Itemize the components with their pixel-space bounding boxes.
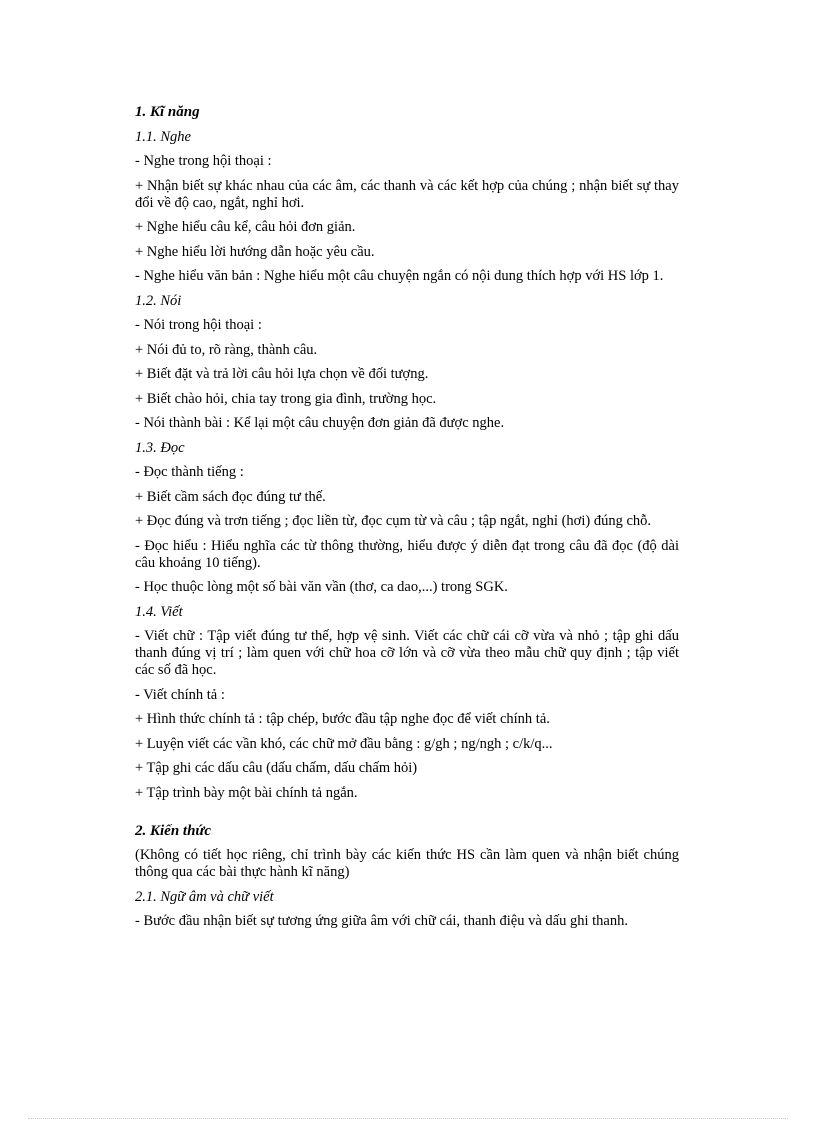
paragraph: - Viết chữ : Tập viết đúng tư thế, hợp vệ sinh. Viết các chữ cái cỡ vừa và nhỏ ; tập ghi dấu thanh đúng vị trí ; làm quen với chữ hoa cỡ lớn và cỡ vừa theo mẫu chữ quy định ; tập viết các số đã học. xyxy=(135,628,679,678)
paragraph: - Viết chính tả : xyxy=(135,686,225,703)
paragraph: (Không có tiết học riêng, chỉ trình bày các kiến thức HS cần làm quen và nhận biết chúng thông qua các bài thực hành kĩ năng) xyxy=(135,847,679,880)
paragraph: - Nghe hiểu văn bản : Nghe hiểu một câu chuyện ngắn có nội dung thích hợp với HS lớp 1. xyxy=(135,268,664,284)
subsection-heading-nghe: 1.1. Nghe xyxy=(135,128,191,145)
paragraph: - Nói thành bài : Kể lại một câu chuyện đơn giản đã được nghe. xyxy=(135,415,505,431)
subsection-heading-viet: 1.4. Viết xyxy=(135,603,183,620)
paragraph: + Tập ghi các dấu câu (dấu chấm, dấu chấm hỏi) xyxy=(135,760,418,776)
paragraph: - Đọc thành tiếng : xyxy=(135,464,244,480)
paragraph: + Nói đủ to, rõ ràng, thành câu. xyxy=(135,341,318,358)
paragraph: + Nghe hiểu câu kể, câu hỏi đơn giản. xyxy=(135,219,356,235)
paragraph: + Luyện viết các vần khó, các chữ mở đầu bằng : g/gh ; ng/ngh ; c/k/q... xyxy=(135,735,553,752)
subsection-heading-doc: 1.3. Đọc xyxy=(135,439,185,456)
document-page xyxy=(135,103,679,938)
paragraph: + Biết cầm sách đọc đúng tư thế. xyxy=(135,488,326,505)
paragraph: - Học thuộc lòng một số bài văn vần (thơ, ca dao,...) trong SGK. xyxy=(135,579,508,595)
paragraph: - Đọc hiểu : Hiểu nghĩa các từ thông thường, hiểu được ý diễn đạt trong câu đã đọc (độ dài câu khoảng 10 tiếng). xyxy=(135,537,679,571)
paragraph: - Bước đầu nhận biết sự tương ứng giữa âm với chữ cái, thanh điệu và dấu ghi thanh. xyxy=(135,913,628,929)
section-heading-ki-nang: 1. Kĩ năng xyxy=(135,104,200,120)
paragraph: + Tập trình bày một bài chính tả ngắn. xyxy=(135,784,358,801)
subsection-heading-ngu-am: 2.1. Ngữ âm và chữ viết xyxy=(135,888,274,905)
paragraph: + Nghe hiểu lời hướng dẫn hoặc yêu cầu. xyxy=(135,243,375,260)
section-heading-kien-thuc: 2. Kiến thức xyxy=(135,822,212,839)
paragraph: - Nói trong hội thoại : xyxy=(135,317,262,333)
paragraph: + Hình thức chính tả : tập chép, bước đầu tập nghe đọc để viết chính tả. xyxy=(135,711,550,727)
paragraph: + Biết chào hỏi, chia tay trong gia đình, trường học. xyxy=(135,390,437,407)
page-bottom-divider xyxy=(28,1118,788,1119)
paragraph: - Nghe trong hội thoại : xyxy=(135,153,272,169)
paragraph: + Biết đặt và trả lời câu hỏi lựa chọn về đối tượng. xyxy=(135,366,429,382)
paragraph: + Nhận biết sự khác nhau của các âm, các thanh và các kết hợp của chúng ; nhận biết sự thay đổi về độ cao, ngắt, nghỉ hơi. xyxy=(135,177,679,211)
subsection-heading-noi: 1.2. Nói xyxy=(135,292,182,309)
paragraph: + Đọc đúng và trơn tiếng ; đọc liền từ, đọc cụm từ và câu ; tập ngắt, nghỉ (hơi) đúng chỗ. xyxy=(135,513,652,529)
